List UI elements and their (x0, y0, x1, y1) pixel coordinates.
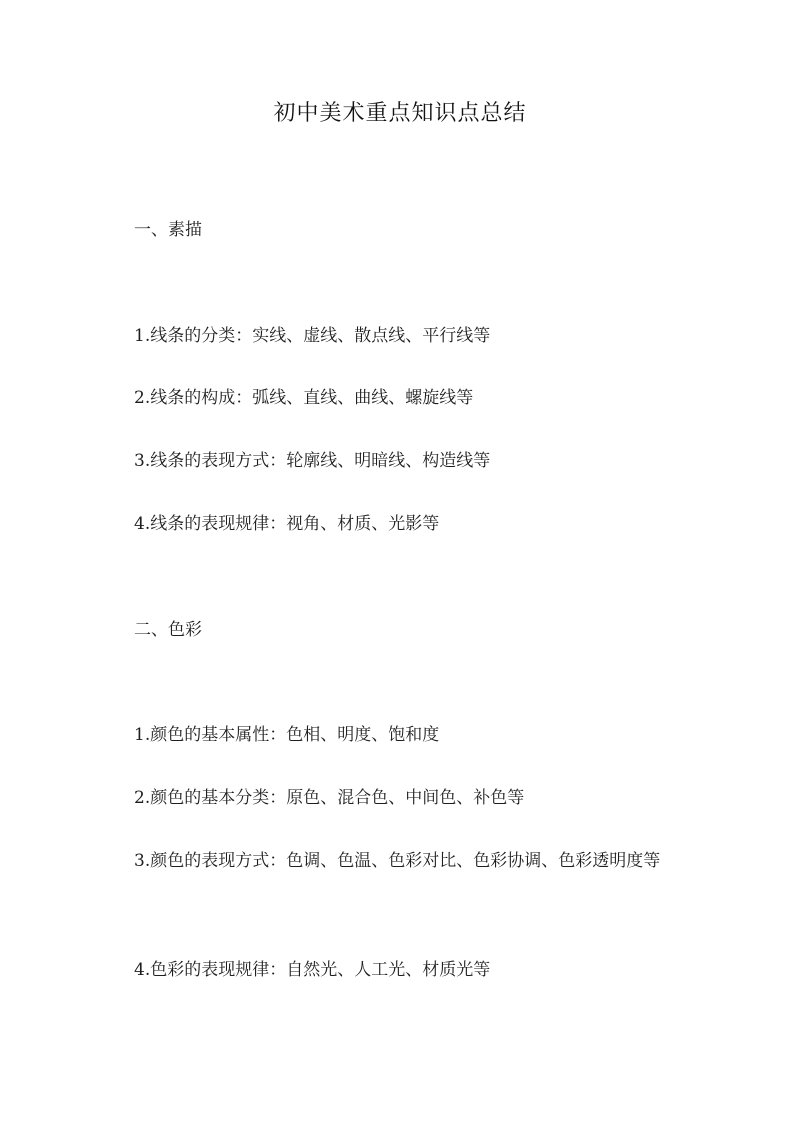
list-item: 4.线条的表现规律：视角、材质、光影等 (134, 514, 440, 534)
list-item: 2.颜色的基本分类：原色、混合色、中间色、补色等 (134, 788, 525, 808)
list-item: 2.线条的构成：弧线、直线、曲线、螺旋线等 (134, 388, 474, 408)
list-item: 1.颜色的基本属性：色相、明度、饱和度 (134, 725, 440, 745)
list-item: 3.颜色的表现方式：色调、色温、色彩对比、色彩协调、色彩透明度等 (134, 851, 661, 871)
list-item: 1.线条的分类：实线、虚线、散点线、平行线等 (134, 326, 491, 346)
section-heading-color: 二、色彩 (134, 620, 202, 640)
list-item: 4.色彩的表现规律：自然光、人工光、材质光等 (134, 960, 491, 980)
section-heading-sketch: 一、素描 (134, 220, 202, 240)
page-title: 初中美术重点知识点总结 (273, 101, 527, 126)
list-item: 3.线条的表现方式：轮廓线、明暗线、构造线等 (134, 451, 491, 471)
